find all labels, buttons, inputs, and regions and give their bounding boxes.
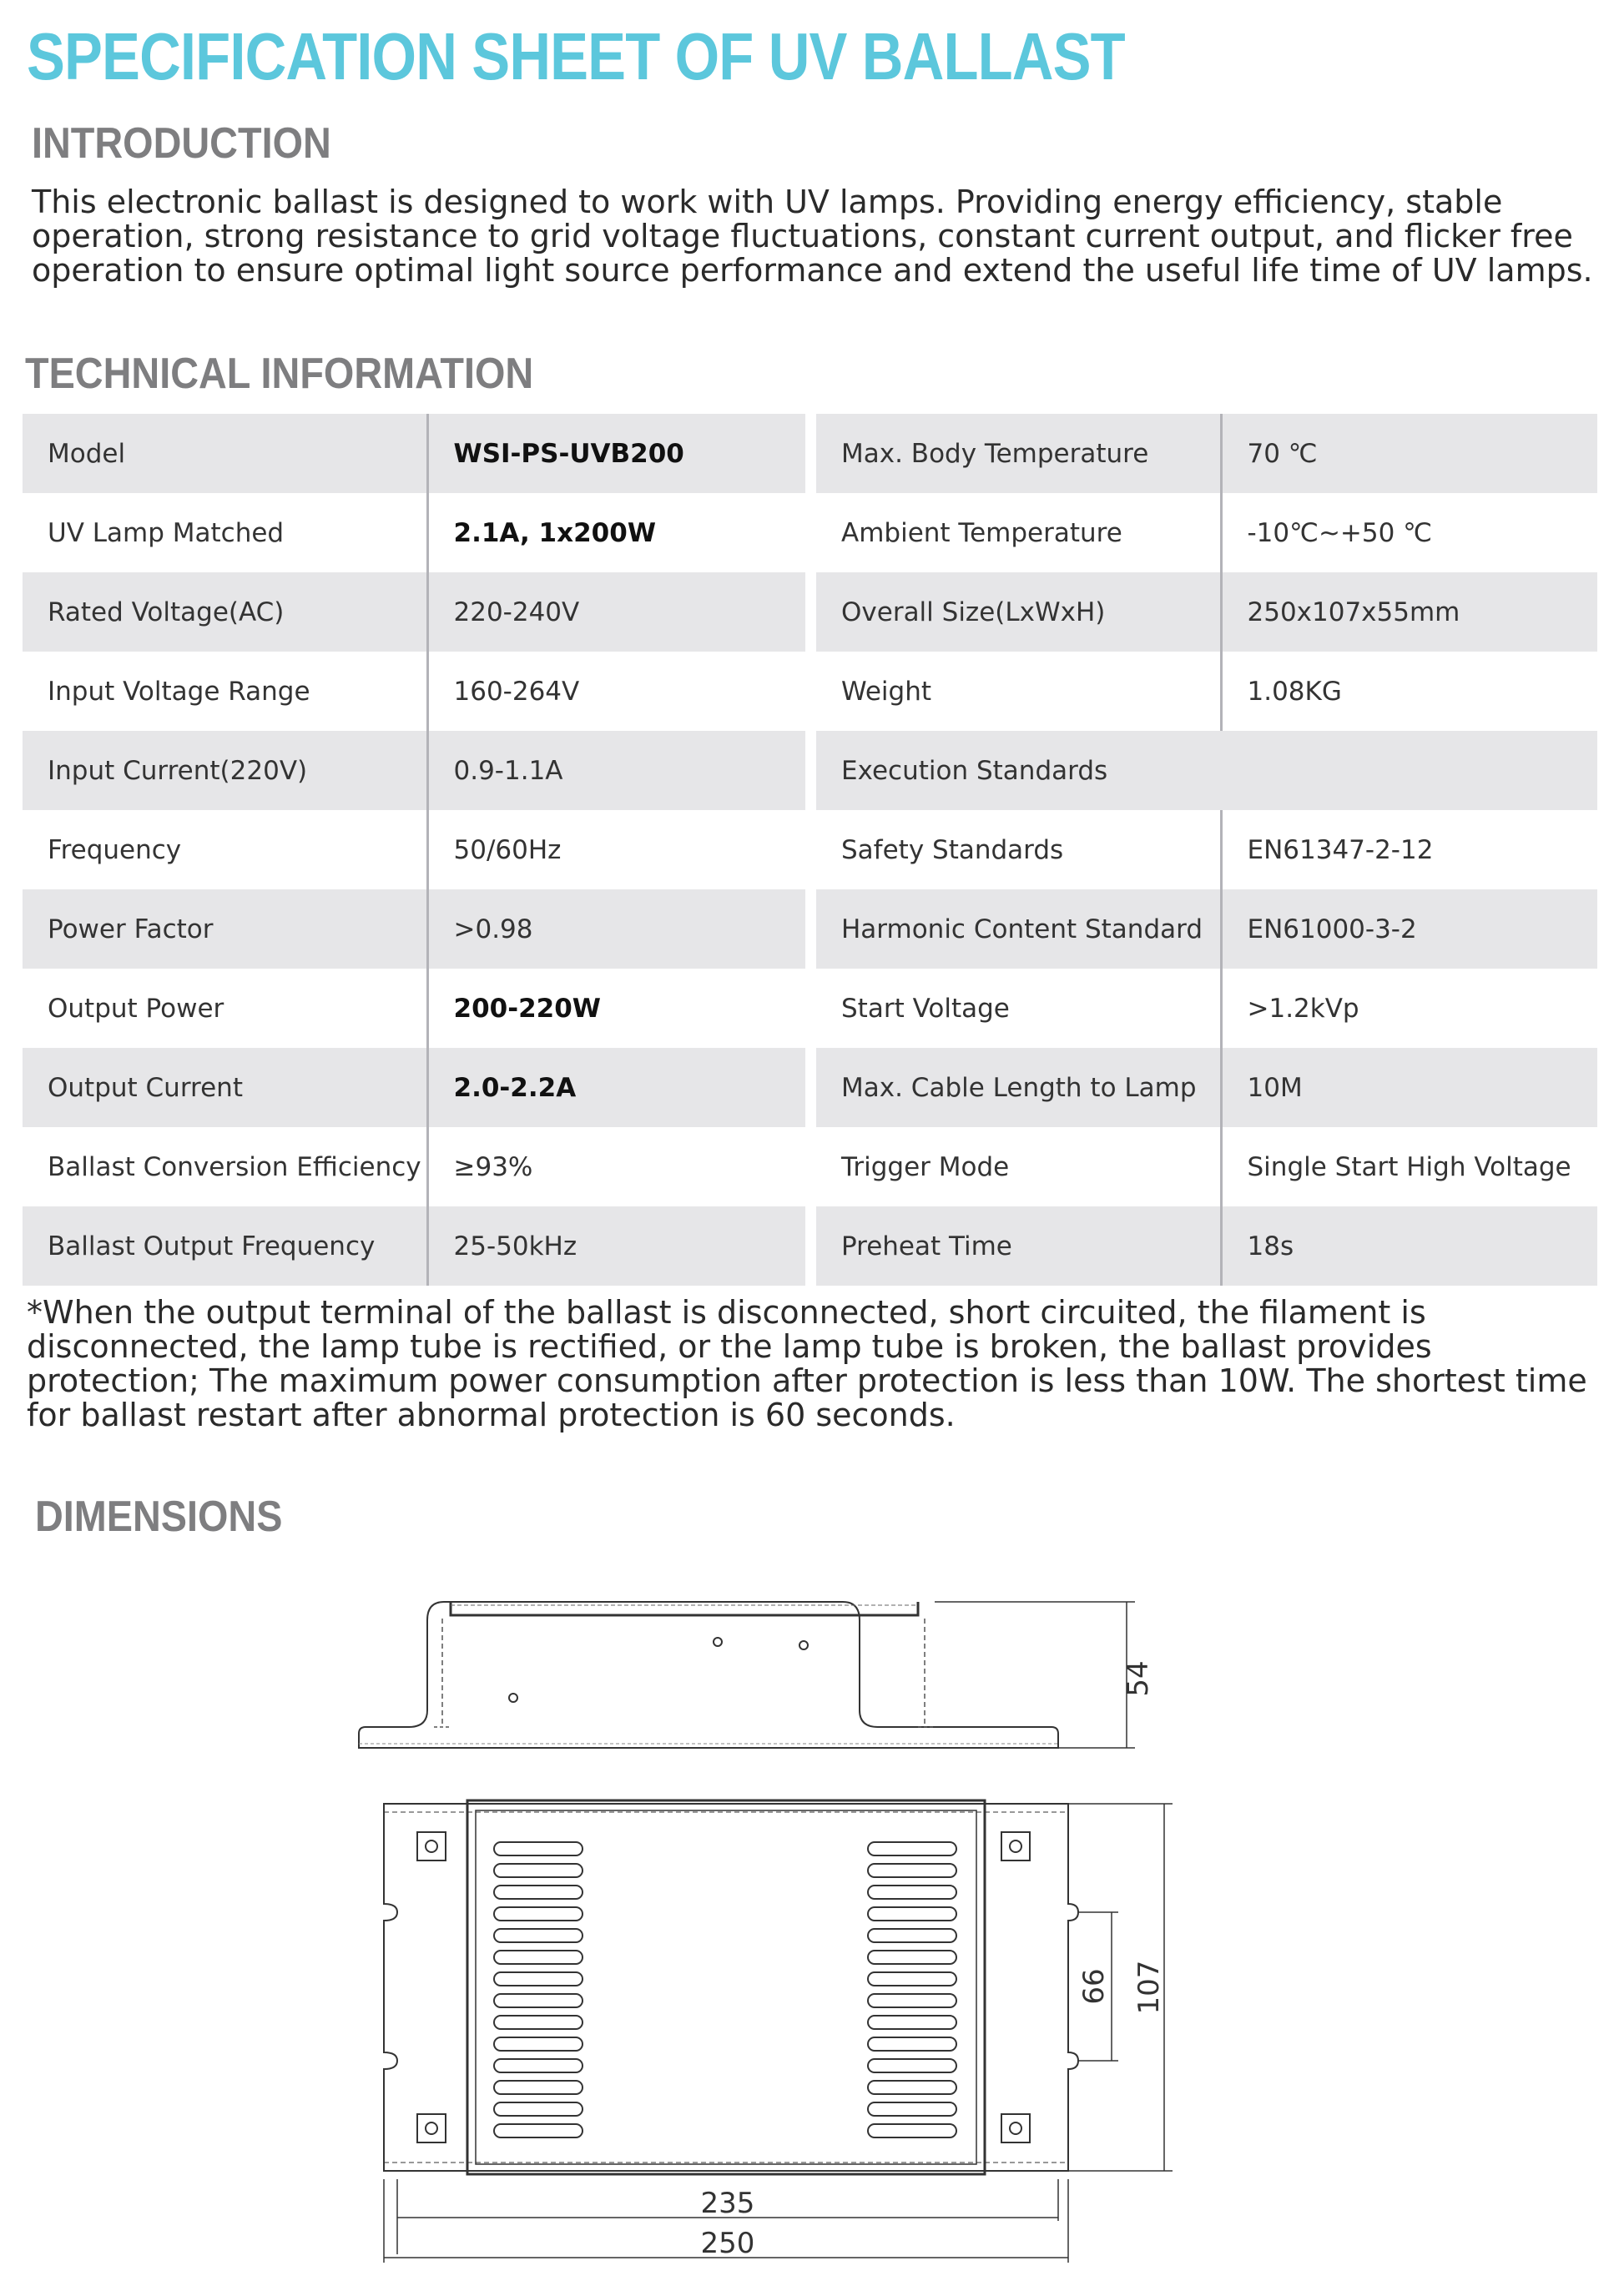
spec-row-output-current	[23, 1048, 805, 1127]
spec-value: 25-50kHz	[427, 1206, 805, 1286]
page-title: SPECIFICATION SHEET OF UV BALLAST	[27, 19, 1125, 93]
spec-row-conversion-efficiency	[23, 1127, 805, 1206]
spec-value: WSI-PS-UVB200	[427, 414, 805, 493]
protection-note: *When the output terminal of the ballast is disconnected, short circuited, the filament is disconnected, the lamp tube is rectified, or the lamp tube is broken, the ballast provides protection; The maximum power consumption after protection is less than 10W. The shortest time for ballast restart after abnormal protection is 60 seconds.	[27, 1294, 1587, 1433]
spec-value: 1.08KG	[1221, 652, 1597, 731]
spec-value: 220-240V	[427, 572, 805, 652]
spec-label: Output Power	[48, 993, 224, 1024]
spec-value: 200-220W	[427, 969, 805, 1048]
spec-table-left	[23, 414, 805, 1286]
introduction-text: This electronic ballast is designed to work with UV lamps. Providing energy efficiency, stable operation, strong resistance to grid voltage fluctuations, constant current output, and flicker free operation to ensure optimal light source performance and extend the useful life time of UV lamps.	[32, 184, 1593, 289]
dimension-drawing	[351, 1585, 1185, 2186]
spec-label: Ballast Output Frequency	[23, 1206, 427, 1286]
spec-row-max-cable-length	[816, 1048, 1597, 1127]
spec-label: Power Factor	[23, 889, 427, 969]
spec-row-execution-standards	[816, 731, 1597, 810]
spec-row-weight	[816, 652, 1597, 731]
spec-label: Ambient Temperature	[841, 517, 1122, 548]
spec-label: Safety Standards	[841, 834, 1064, 865]
spec-value: 10M	[1221, 1048, 1597, 1127]
spec-row-input-current	[23, 731, 805, 810]
spec-label: Weight	[841, 676, 932, 707]
spec-row-start-voltage	[816, 969, 1597, 1048]
height-dimension-label: 54	[1122, 1660, 1155, 1697]
spec-row-output-power	[23, 969, 805, 1048]
spec-label: Input Voltage Range	[48, 676, 310, 707]
spec-label: Harmonic Content Standard	[816, 889, 1221, 969]
spec-label: Preheat Time	[816, 1206, 1221, 1286]
spec-row-ambient-temperature	[816, 493, 1597, 572]
spec-row-model	[23, 414, 805, 493]
spec-row-rated-voltage	[23, 572, 805, 652]
spec-value: >0.98	[427, 889, 805, 969]
inner-length-dimension-label: 235	[700, 2187, 755, 2220]
spec-label: Input Current(220V)	[23, 731, 427, 810]
spec-label: Max. Cable Length to Lamp	[816, 1048, 1221, 1127]
inner-width-dimension-label: 66	[1077, 1968, 1111, 2005]
spec-row-preheat-time	[816, 1206, 1597, 1286]
width-dimension-label: 107	[1132, 1960, 1166, 2015]
spec-label: Overall Size(LxWxH)	[816, 572, 1221, 652]
spec-label: Frequency	[48, 834, 182, 865]
top-view	[384, 1800, 1173, 2174]
spec-label: Trigger Mode	[841, 1151, 1010, 1182]
introduction-heading: INTRODUCTION	[32, 119, 331, 168]
spec-label: Start Voltage	[841, 993, 1010, 1024]
spec-row-safety-standards	[816, 810, 1597, 889]
spec-value: 0.9-1.1A	[427, 731, 805, 810]
length-dimension-label: 250	[700, 2227, 755, 2260]
technical-information-heading: TECHNICAL INFORMATION	[25, 350, 534, 398]
spec-label: Ballast Conversion Efficiency	[48, 1151, 421, 1182]
spec-row-max-body-temperature	[816, 414, 1597, 493]
spec-label: Output Current	[23, 1048, 427, 1127]
spec-label: Execution Standards	[816, 731, 1221, 810]
spec-value: 2.1A, 1x200W	[427, 493, 805, 572]
spec-value: 160-264V	[427, 652, 805, 731]
spec-value: 70 ℃	[1221, 414, 1597, 493]
spec-value: ≥93%	[427, 1127, 805, 1206]
dimensions-heading: DIMENSIONS	[35, 1493, 283, 1541]
spec-table-right	[816, 414, 1597, 1286]
spec-label: Rated Voltage(AC)	[23, 572, 427, 652]
spec-value: 18s	[1221, 1206, 1597, 1286]
spec-label: Model	[23, 414, 427, 493]
spec-value: EN61000-3-2	[1221, 889, 1597, 969]
spec-row-input-voltage-range	[23, 652, 805, 731]
spec-value: Single Start High Voltage	[1221, 1127, 1597, 1206]
spec-row-frequency	[23, 810, 805, 889]
spec-value	[1221, 731, 1597, 810]
spec-row-trigger-mode	[816, 1127, 1597, 1206]
spec-row-harmonic-content-standard	[816, 889, 1597, 969]
length-dimensions	[351, 2179, 1185, 2279]
spec-row-overall-size	[816, 572, 1597, 652]
spec-value: 250x107x55mm	[1221, 572, 1597, 652]
side-view	[359, 1602, 1135, 1748]
spec-row-power-factor	[23, 889, 805, 969]
spec-value: -10℃~+50 ℃	[1221, 493, 1597, 572]
spec-row-uv-lamp-matched	[23, 493, 805, 572]
spec-row-output-frequency	[23, 1206, 805, 1286]
spec-value: EN61347-2-12	[1221, 810, 1597, 889]
spec-label: Max. Body Temperature	[816, 414, 1221, 493]
spec-label: UV Lamp Matched	[48, 517, 285, 548]
spec-value: >1.2kVp	[1221, 969, 1597, 1048]
spec-value: 2.0-2.2A	[427, 1048, 805, 1127]
spec-value: 50/60Hz	[427, 810, 805, 889]
